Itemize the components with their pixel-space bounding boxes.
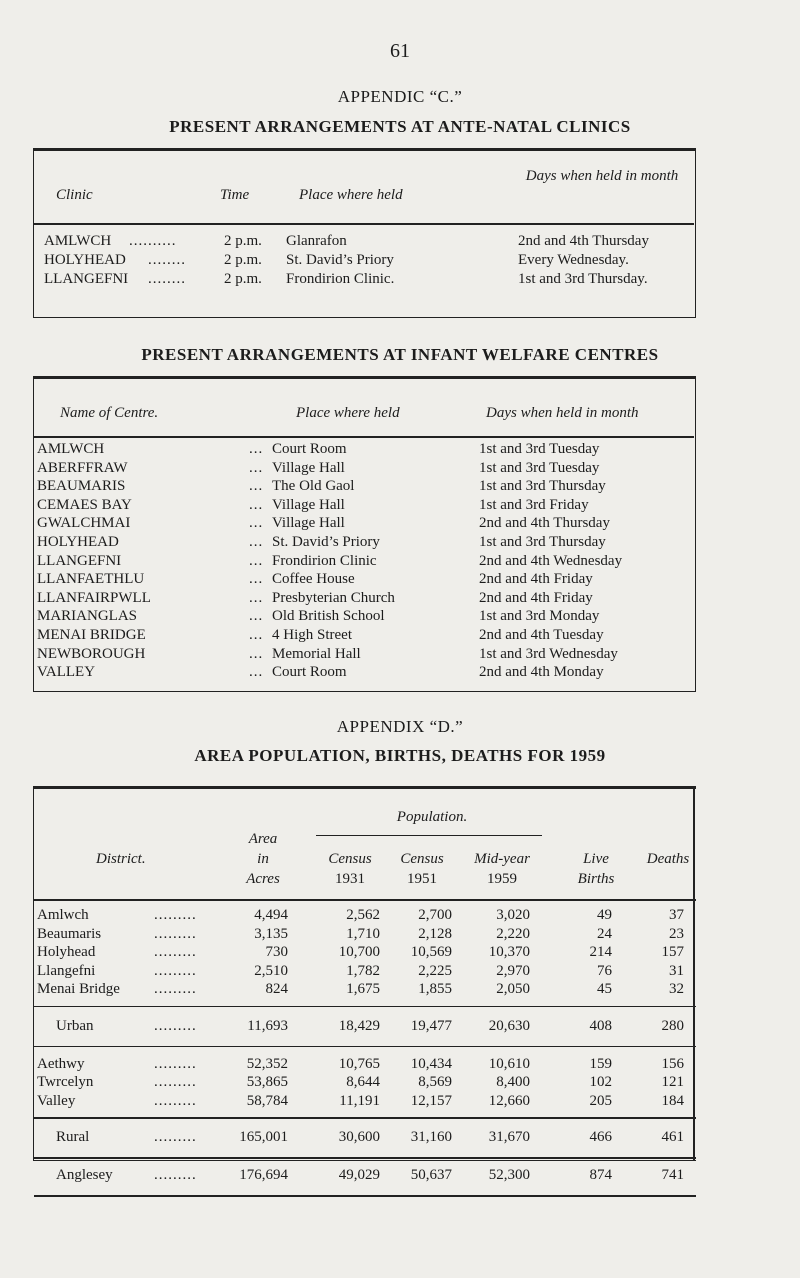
- value-c1951: 31,160: [410, 1129, 452, 1145]
- col-header-births-2: Births: [577, 871, 615, 887]
- col-header-time: Time: [220, 187, 250, 203]
- district-name: Llangefni: [37, 962, 96, 979]
- value-mid1959: 2,220: [496, 925, 530, 942]
- value-area: 730: [265, 944, 288, 960]
- leader-dots: ...: [249, 552, 264, 569]
- col-header-deaths: Deaths: [646, 851, 690, 867]
- centre-name: LLANFAETHLU: [37, 571, 145, 588]
- value-births: 874: [589, 1167, 612, 1183]
- value-c1931: 18,429: [338, 1017, 380, 1034]
- centre-place: 4 High Street: [272, 627, 352, 643]
- value-c1931: 10,765: [338, 1055, 380, 1072]
- centre-place: Old British School: [272, 608, 385, 625]
- value-area: 824: [265, 981, 288, 997]
- value-c1931: 10,700: [338, 944, 380, 960]
- infant-welfare-heading: PRESENT ARRANGEMENTS AT INFANT WELFARE CENTRES: [141, 345, 659, 364]
- leader-dots: .........: [154, 1074, 197, 1090]
- value-area: 165,001: [239, 1129, 288, 1145]
- value-births: 466: [589, 1129, 612, 1145]
- centre-days: 1st and 3rd Tuesday: [479, 459, 600, 476]
- appendix-d-title: APPENDIX “D.”: [336, 717, 464, 736]
- value-c1931: 1,675: [346, 981, 380, 997]
- value-c1951: 2,700: [418, 907, 452, 923]
- population-right-border: [693, 786, 695, 1161]
- leader-dots: ..........: [129, 233, 177, 249]
- centre-name: LLANGEFNI: [37, 552, 122, 569]
- population-table: [33, 786, 696, 1183]
- leader-dots: .........: [154, 1055, 197, 1072]
- centre-days: 2nd and 4th Tuesday: [479, 627, 604, 643]
- value-births: 408: [589, 1017, 612, 1034]
- value-c1951: 50,637: [410, 1167, 452, 1183]
- leader-dots: ...: [249, 608, 264, 625]
- leader-dots: ...: [249, 459, 264, 476]
- centre-name: MARIANGLAS: [37, 608, 138, 625]
- col-header-population: Population.: [396, 809, 468, 825]
- value-births: 49: [597, 907, 612, 923]
- centre-name: LLANFAIRPWLL: [37, 589, 151, 606]
- value-deaths: 31: [669, 962, 684, 979]
- leader-dots: ...: [249, 645, 264, 662]
- clinic-time: 2 p.m.: [224, 271, 262, 287]
- value-births: 102: [589, 1074, 612, 1090]
- value-deaths: 157: [661, 944, 684, 960]
- value-mid1959: 10,370: [488, 944, 530, 960]
- value-c1931: 30,600: [338, 1129, 380, 1145]
- col-header-days: Days when held in month: [525, 168, 679, 184]
- district-name: Aethwy: [37, 1055, 85, 1072]
- ante-natal-table: [33, 148, 696, 318]
- clinic-place: St. David’s Priory: [286, 252, 394, 268]
- value-c1931: 2,562: [346, 907, 380, 923]
- value-c1931: 49,029: [338, 1167, 380, 1183]
- section-rule: [34, 1046, 696, 1048]
- leader-dots: ...: [249, 571, 264, 588]
- leader-dots: .........: [154, 1092, 197, 1109]
- total-label: Anglesey: [56, 1167, 113, 1183]
- col-header-place: Place where held: [299, 187, 403, 203]
- value-mid1959: 20,630: [488, 1017, 530, 1034]
- value-c1951: 10,569: [410, 944, 452, 960]
- leader-dots: ........: [148, 271, 186, 287]
- value-deaths: 461: [661, 1129, 684, 1145]
- centre-days: 1st and 3rd Monday: [479, 608, 600, 625]
- district-name: Valley: [37, 1092, 76, 1109]
- col-header-district: District.: [96, 851, 146, 867]
- value-deaths: 32: [669, 981, 684, 997]
- value-c1931: 1,710: [346, 925, 380, 942]
- centre-days: 2nd and 4th Friday: [479, 571, 593, 588]
- population-group-rule: [316, 835, 542, 836]
- centre-name: NEWBOROUGH: [37, 645, 146, 662]
- centre-name: VALLEY: [37, 664, 96, 681]
- value-c1951: 12,157: [410, 1092, 452, 1109]
- value-deaths: 184: [661, 1092, 684, 1109]
- centre-place: Frondirion Clinic: [272, 552, 377, 569]
- value-area: 58,784: [246, 1092, 288, 1109]
- value-deaths: 23: [669, 925, 684, 942]
- leader-dots: ...: [249, 664, 264, 681]
- section-rule: [34, 1195, 696, 1197]
- value-area: 3,135: [254, 925, 288, 942]
- leader-dots: ...: [249, 589, 264, 606]
- population-header-rule: [34, 899, 696, 901]
- value-c1931: 11,191: [339, 1092, 380, 1109]
- value-c1951: 10,434: [410, 1055, 452, 1072]
- centre-days: 2nd and 4th Friday: [479, 589, 593, 606]
- centre-days: 1st and 3rd Thursday: [479, 478, 606, 495]
- centre-days: 2nd and 4th Monday: [479, 664, 604, 681]
- value-deaths: 280: [661, 1017, 684, 1034]
- col-header-centre: Name of Centre.: [60, 405, 159, 421]
- leader-dots: ...: [249, 515, 264, 532]
- centre-place: Court Room: [272, 664, 347, 681]
- population-heading: AREA POPULATION, BIRTHS, DEATHS FOR 1959: [194, 746, 606, 765]
- centre-days: 2nd and 4th Thursday: [479, 515, 610, 532]
- value-deaths: 156: [661, 1055, 684, 1072]
- clinic-name: HOLYHEAD: [44, 252, 126, 268]
- clinic-days: Every Wednesday.: [518, 252, 629, 268]
- total-label: Rural: [56, 1129, 90, 1145]
- col-header-census1951-year: 1951: [407, 871, 437, 887]
- district-name: Twrcelyn: [37, 1074, 94, 1090]
- centre-place: Coffee House: [272, 571, 355, 588]
- centre-name: ABERFFRAW: [37, 459, 128, 476]
- value-mid1959: 31,670: [488, 1129, 530, 1145]
- col-header-place: Place where held: [296, 405, 400, 421]
- col-header-census1931: Census: [328, 851, 372, 867]
- district-name: Holyhead: [37, 944, 96, 960]
- clinic-name: LLANGEFNI: [44, 271, 129, 287]
- col-header-midyear: Mid-year: [474, 851, 530, 867]
- centre-place: Memorial Hall: [272, 645, 361, 662]
- clinic-place: Frondirion Clinic.: [286, 271, 395, 287]
- leader-dots: .........: [154, 1017, 197, 1034]
- value-c1951: 2,225: [418, 962, 452, 979]
- value-c1951: 1,855: [418, 981, 452, 997]
- centre-place: St. David’s Priory: [272, 534, 380, 550]
- centre-name: AMLWCH: [37, 441, 105, 457]
- col-header-census1931-year: 1931: [335, 871, 365, 887]
- appendix-c-title: APPENDIC “C.”: [337, 87, 463, 106]
- value-mid1959: 52,300: [488, 1167, 530, 1183]
- section-rule: [34, 1157, 696, 1159]
- col-header-clinic: Clinic: [56, 187, 93, 203]
- centre-place: Village Hall: [272, 459, 345, 476]
- value-c1951: 19,477: [410, 1017, 452, 1034]
- centre-name: BEAUMARIS: [37, 478, 126, 495]
- value-births: 45: [597, 981, 612, 997]
- infant-welfare-table: [33, 376, 696, 692]
- value-births: 159: [589, 1055, 612, 1072]
- value-c1951: 2,128: [418, 925, 452, 942]
- value-area: 176,694: [239, 1167, 288, 1183]
- value-area: 53,865: [246, 1074, 288, 1090]
- centre-name: MENAI BRIDGE: [37, 627, 146, 643]
- col-header-days: Days when held in month: [486, 405, 639, 421]
- col-header-area-1: Area: [248, 831, 278, 847]
- leader-dots: ...: [249, 496, 264, 513]
- district-name: Beaumaris: [37, 925, 102, 942]
- value-mid1959: 2,050: [496, 981, 530, 997]
- centre-place: Presbyterian Church: [272, 589, 395, 606]
- value-area: 11,693: [247, 1017, 288, 1034]
- value-births: 76: [597, 962, 612, 979]
- value-births: 214: [589, 944, 612, 960]
- leader-dots: .........: [154, 907, 197, 923]
- district-name: Menai Bridge: [37, 981, 120, 997]
- leader-dots: ...: [249, 534, 264, 550]
- centre-name: HOLYHEAD: [37, 534, 119, 550]
- leader-dots: ........: [148, 252, 186, 268]
- col-header-midyear-year: 1959: [487, 871, 517, 887]
- clinic-name: AMLWCH: [44, 233, 112, 249]
- value-deaths: 121: [661, 1074, 684, 1090]
- centre-days: 1st and 3rd Tuesday: [479, 441, 600, 457]
- value-c1951: 8,569: [418, 1074, 452, 1090]
- centre-days: 1st and 3rd Wednesday: [479, 645, 618, 662]
- value-c1931: 8,644: [346, 1074, 380, 1090]
- value-mid1959: 2,970: [496, 962, 530, 979]
- infant-welfare-header-rule: [34, 436, 694, 438]
- value-births: 24: [597, 925, 612, 942]
- total-label: Urban: [56, 1017, 94, 1034]
- centre-days: 2nd and 4th Wednesday: [479, 552, 623, 569]
- col-header-area-2: in: [257, 851, 269, 867]
- leader-dots: .........: [154, 925, 197, 942]
- centre-days: 1st and 3rd Friday: [479, 496, 589, 513]
- leader-dots: ...: [249, 478, 264, 495]
- value-mid1959: 12,660: [488, 1092, 530, 1109]
- leader-dots: .........: [154, 1129, 197, 1145]
- value-c1931: 1,782: [346, 962, 380, 979]
- clinic-place: Glanrafon: [286, 233, 347, 249]
- centre-name: GWALCHMAI: [37, 515, 131, 532]
- section-rule: [34, 1006, 696, 1008]
- centre-place: Court Room: [272, 441, 347, 457]
- clinic-days: 2nd and 4th Thursday: [518, 233, 649, 249]
- leader-dots: ...: [249, 441, 264, 457]
- col-header-census1951: Census: [400, 851, 444, 867]
- value-area: 2,510: [254, 962, 288, 979]
- value-deaths: 37: [669, 907, 684, 923]
- value-area: 52,352: [246, 1055, 288, 1072]
- value-mid1959: 8,400: [496, 1074, 530, 1090]
- value-deaths: 741: [661, 1167, 684, 1183]
- centre-place: Village Hall: [272, 496, 345, 513]
- leader-dots: .........: [154, 1167, 197, 1183]
- centre-days: 1st and 3rd Thursday: [479, 534, 606, 550]
- centre-name: CEMAES BAY: [37, 496, 132, 513]
- leader-dots: .........: [154, 962, 197, 979]
- centre-place: Village Hall: [272, 515, 345, 532]
- value-births: 205: [589, 1092, 612, 1109]
- value-mid1959: 10,610: [488, 1055, 530, 1072]
- clinic-time: 2 p.m.: [224, 252, 262, 268]
- section-rule: [34, 1117, 696, 1119]
- leader-dots: .........: [154, 981, 197, 997]
- leader-dots: .........: [154, 944, 197, 960]
- ante-natal-heading: PRESENT ARRANGEMENTS AT ANTE-NATAL CLINICS: [169, 117, 631, 136]
- district-name: Amlwch: [37, 907, 89, 923]
- col-header-area-3: Acres: [246, 871, 280, 887]
- centre-place: The Old Gaol: [272, 478, 355, 495]
- page-number: 61: [390, 40, 410, 62]
- value-area: 4,494: [254, 907, 288, 923]
- leader-dots: ...: [249, 627, 264, 643]
- ante-natal-header-rule: [34, 223, 694, 225]
- col-header-births: Live: [583, 851, 609, 867]
- value-mid1959: 3,020: [496, 907, 530, 923]
- clinic-days: 1st and 3rd Thursday.: [518, 271, 648, 287]
- clinic-time: 2 p.m.: [224, 233, 262, 249]
